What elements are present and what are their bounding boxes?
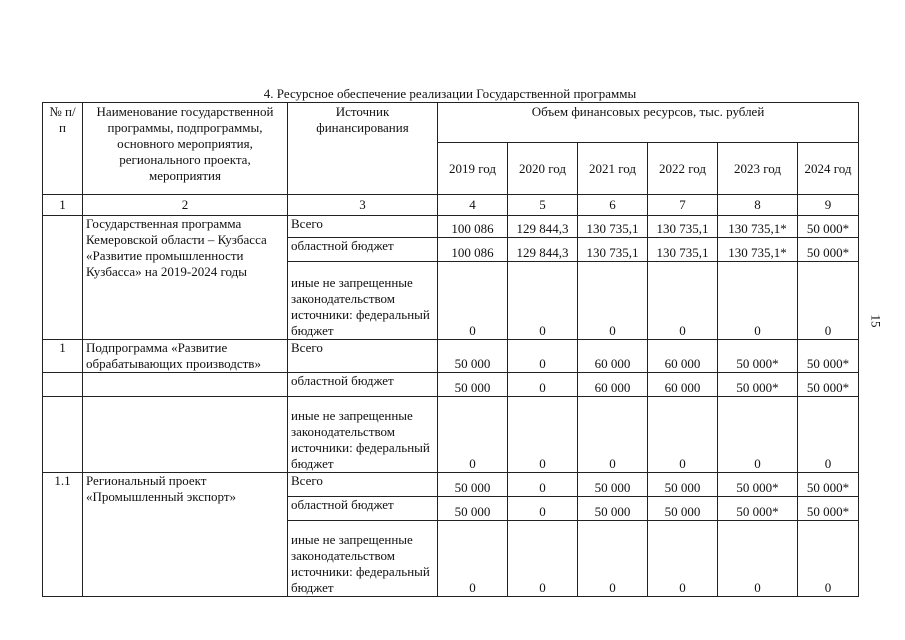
table-header: [43, 103, 859, 195]
row-number: [43, 216, 83, 340]
value-cell: 50 000: [438, 497, 508, 521]
value-cell: 50 000*: [718, 373, 798, 397]
value-cell: 50 000*: [718, 497, 798, 521]
value-cell: 50 000: [438, 340, 508, 373]
value-cell: 0: [508, 397, 578, 473]
header-year: 2021 год: [578, 143, 648, 195]
header-year: 2024 год: [798, 143, 859, 195]
value-cell: 0: [798, 397, 859, 473]
page-number: 15: [868, 314, 884, 328]
source-total: Всего: [288, 473, 438, 497]
value-cell: 50 000*: [718, 340, 798, 373]
source-other: иные не запрещенные законодательством источники: федеральный бюджет: [288, 397, 438, 473]
value-cell: 130 735,1: [648, 238, 718, 262]
source-regional: областной бюджет: [288, 238, 438, 262]
row-number-continued: [43, 397, 83, 473]
header-year: 2019 год: [438, 143, 508, 195]
value-cell: 50 000*: [798, 238, 859, 262]
value-cell: 130 735,1: [578, 238, 648, 262]
value-cell: 0: [718, 397, 798, 473]
value-cell: 0: [438, 262, 508, 340]
column-number: 9: [798, 195, 859, 216]
value-cell: 0: [718, 521, 798, 597]
subprogram-name-continued: [83, 373, 288, 397]
table-title: 4. Ресурсное обеспечение реализации Государственной программы: [263, 86, 637, 101]
source-total: Всего: [288, 340, 438, 373]
value-cell: 0: [508, 521, 578, 597]
value-cell: 50 000: [438, 373, 508, 397]
column-number: 3: [288, 195, 438, 216]
source-other: иные не запрещенные законодательством источники: федеральный бюджет: [288, 521, 438, 597]
column-number: 5: [508, 195, 578, 216]
value-cell: 100 086: [438, 216, 508, 238]
value-cell: 0: [798, 262, 859, 340]
resource-table: [42, 102, 859, 597]
header-year: 2022 год: [648, 143, 718, 195]
table-row: [43, 340, 859, 373]
header-name: Наименование государственной программы, подпрограммы, основного мероприятия, регионального проекта, мероприятия: [83, 103, 288, 195]
header-year: 2023 год: [718, 143, 798, 195]
value-cell: 0: [798, 521, 859, 597]
source-total: Всего: [288, 216, 438, 238]
value-cell: 0: [438, 397, 508, 473]
value-cell: 0: [438, 521, 508, 597]
source-regional: областной бюджет: [288, 373, 438, 397]
header-source: Источник финансирования: [288, 103, 438, 195]
value-cell: 50 000*: [798, 373, 859, 397]
source-other: иные не запрещенные законодательством источники: федеральный бюджет: [288, 262, 438, 340]
table-row: [43, 473, 859, 497]
value-cell: 50 000*: [798, 497, 859, 521]
program-name: Государственная программа Кемеровской области – Кузбасса «Развитие промышленности Кузбасса» на 2019-2024 годы: [83, 216, 288, 340]
value-cell: 50 000: [438, 473, 508, 497]
column-numbers-row: [43, 195, 859, 216]
value-cell: 60 000: [578, 340, 648, 373]
column-number: 7: [648, 195, 718, 216]
value-cell: 0: [648, 397, 718, 473]
value-cell: 130 735,1*: [718, 216, 798, 238]
row-number: 1: [43, 340, 83, 373]
value-cell: 50 000*: [718, 473, 798, 497]
value-cell: 129 844,3: [508, 238, 578, 262]
table-row: [43, 216, 859, 238]
value-cell: 50 000: [578, 497, 648, 521]
value-cell: 129 844,3: [508, 216, 578, 238]
header-year: 2020 год: [508, 143, 578, 195]
row-number: 1.1: [43, 473, 83, 597]
value-cell: 50 000*: [798, 340, 859, 373]
column-number: 1: [43, 195, 83, 216]
value-cell: 50 000: [648, 473, 718, 497]
header-no: № п/п: [43, 103, 83, 195]
project-name: Региональный проект «Промышленный экспорт»: [83, 473, 288, 597]
value-cell: 0: [578, 262, 648, 340]
value-cell: 130 735,1: [578, 216, 648, 238]
value-cell: 0: [648, 521, 718, 597]
value-cell: 50 000*: [798, 473, 859, 497]
value-cell: 0: [508, 262, 578, 340]
value-cell: 60 000: [648, 373, 718, 397]
subprogram-name: Подпрограмма «Развитие обрабатывающих производств»: [83, 340, 288, 373]
row-number-continued: [43, 373, 83, 397]
table-row: [43, 373, 859, 397]
column-number: 4: [438, 195, 508, 216]
value-cell: 50 000: [578, 473, 648, 497]
value-cell: 0: [578, 521, 648, 597]
value-cell: 60 000: [648, 340, 718, 373]
column-number: 2: [83, 195, 288, 216]
value-cell: 0: [508, 497, 578, 521]
table-row: [43, 397, 859, 473]
value-cell: 50 000: [648, 497, 718, 521]
column-number: 8: [718, 195, 798, 216]
value-cell: 0: [648, 262, 718, 340]
source-regional: областной бюджет: [288, 497, 438, 521]
subprogram-name-continued: [83, 397, 288, 473]
value-cell: 100 086: [438, 238, 508, 262]
value-cell: 0: [718, 262, 798, 340]
value-cell: 130 735,1: [648, 216, 718, 238]
value-cell: 0: [508, 373, 578, 397]
value-cell: 0: [508, 473, 578, 497]
value-cell: 50 000*: [798, 216, 859, 238]
header-volume: Объем финансовых ресурсов, тыс. рублей: [438, 103, 859, 143]
value-cell: 0: [508, 340, 578, 373]
value-cell: 60 000: [578, 373, 648, 397]
value-cell: 0: [578, 397, 648, 473]
column-number: 6: [578, 195, 648, 216]
value-cell: 130 735,1*: [718, 238, 798, 262]
